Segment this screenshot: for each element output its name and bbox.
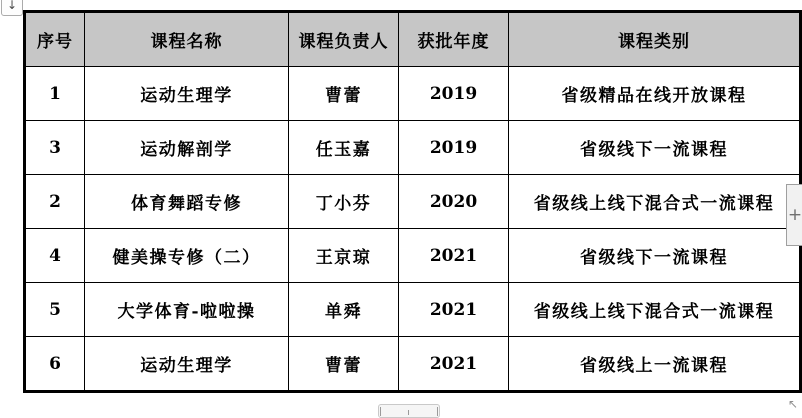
header-row bbox=[25, 12, 801, 67]
cell-course[interactable]: 健美操专修（二） bbox=[85, 229, 289, 283]
table-row bbox=[25, 175, 801, 229]
cell-course[interactable]: 运动解剖学 bbox=[85, 121, 289, 175]
table-row bbox=[25, 283, 801, 337]
cell-course[interactable]: 大学体育-啦啦操 bbox=[85, 283, 289, 337]
cell-leader[interactable]: 单舜 bbox=[289, 283, 399, 337]
scrollbar-tick bbox=[437, 407, 438, 416]
insert-row-button[interactable] bbox=[786, 184, 802, 246]
cell-category[interactable]: 省级线上线下混合式一流课程 bbox=[509, 283, 801, 337]
header-cell-course[interactable]: 课程名称 bbox=[85, 12, 289, 67]
plus-icon: + bbox=[787, 204, 802, 225]
scrollbar-tick bbox=[380, 407, 381, 416]
cell-category[interactable]: 省级线下一流课程 bbox=[509, 229, 801, 283]
cell-year[interactable]: 2021 bbox=[399, 283, 509, 337]
horizontal-scrollbar[interactable] bbox=[378, 404, 440, 418]
cell-course[interactable]: 运动生理学 bbox=[85, 337, 289, 392]
cell-index[interactable]: 4 bbox=[25, 229, 85, 283]
cell-category[interactable]: 省级线上线下混合式一流课程 bbox=[509, 175, 801, 229]
header-cell-leader[interactable]: 课程负责人 bbox=[289, 12, 399, 67]
header-cell-year[interactable]: 获批年度 bbox=[399, 12, 509, 67]
cell-leader[interactable]: 任玉嘉 bbox=[289, 121, 399, 175]
cell-index[interactable]: 1 bbox=[25, 67, 85, 121]
cell-year[interactable]: 2021 bbox=[399, 337, 509, 392]
course-table bbox=[23, 10, 802, 393]
cell-leader[interactable]: 丁小芬 bbox=[289, 175, 399, 229]
cell-category[interactable]: 省级精品在线开放课程 bbox=[509, 67, 801, 121]
table-row bbox=[25, 121, 801, 175]
down-arrow-icon: ↓ bbox=[6, 0, 18, 12]
table-row bbox=[25, 229, 801, 283]
cell-category[interactable]: 省级线下一流课程 bbox=[509, 121, 801, 175]
cell-index[interactable]: 6 bbox=[25, 337, 85, 392]
cell-year[interactable]: 2020 bbox=[399, 175, 509, 229]
cell-year[interactable]: 2021 bbox=[399, 229, 509, 283]
header-cell-category[interactable]: 课程类别 bbox=[509, 12, 801, 67]
cell-index[interactable]: 2 bbox=[25, 175, 85, 229]
scroll-anchor-button[interactable] bbox=[1, 0, 23, 16]
table-row bbox=[25, 67, 801, 121]
cell-course[interactable]: 体育舞蹈专修 bbox=[85, 175, 289, 229]
header-cell-index[interactable]: 序号 bbox=[25, 12, 85, 67]
table-row bbox=[25, 337, 801, 392]
scrollbar-tick bbox=[408, 410, 409, 415]
cell-index[interactable]: 5 bbox=[25, 283, 85, 337]
cell-year[interactable]: 2019 bbox=[399, 67, 509, 121]
resize-handle-icon[interactable]: ↖ bbox=[788, 397, 799, 411]
cell-leader[interactable]: 曹蕾 bbox=[289, 337, 399, 392]
cell-category[interactable]: 省级线上一流课程 bbox=[509, 337, 801, 392]
cell-leader[interactable]: 曹蕾 bbox=[289, 67, 399, 121]
cell-year[interactable]: 2019 bbox=[399, 121, 509, 175]
cell-index[interactable]: 3 bbox=[25, 121, 85, 175]
cell-course[interactable]: 运动生理学 bbox=[85, 67, 289, 121]
cell-leader[interactable]: 王京琼 bbox=[289, 229, 399, 283]
